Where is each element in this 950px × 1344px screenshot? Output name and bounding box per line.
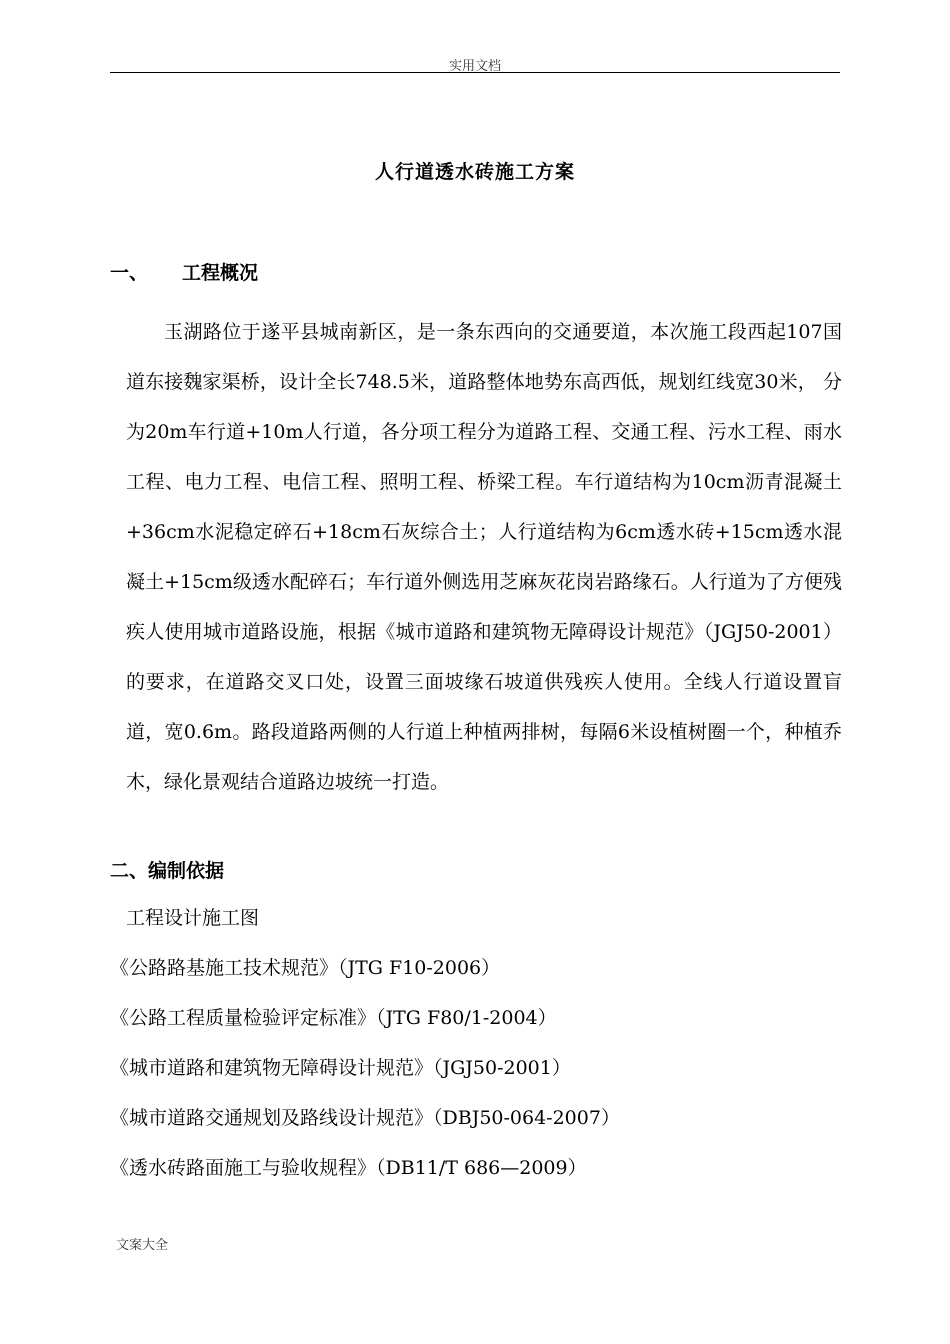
section-1-paragraph: 玉湖路位于遂平县城南新区，是一条东西向的交通要道，本次施工段西起107国道东接魏家渠桥，设计全长748.5米，道路整体地势东高西低，规划红线宽30米， 分为20m车行道+10m人行道，各分项工程分为道路工程、交通工程、污水工程、雨水工程、电力工程、电信工程、照明工程、桥梁工程。车行道结构为10cm沥青混凝土+36cm水泥稳定碎石+18cm石灰综合土；人行道结构为6cm透水砖+15cm透水混凝土+15cm级透水配碎石；车行道外侧选用芝麻灰花岗岩路缘石。人行道为了方便残疾人使用城市道路设施，根据《城市道路和建筑物无障碍设计规范》（JGJ50-2001）的要求，在道路交叉口处，设置三面坡缘石坡道供残疾人使用。全线人行道设置盲道，宽0.6m。路段道路两侧的人行道上种植两排树，每隔6米设植树圈一个，种植乔木，绿化景观结合道路边坡统一打造。 (126, 321, 842, 793)
section-2-heading: 二、编制依据 (110, 860, 225, 882)
header-rule (110, 72, 840, 73)
section-1-number: 一、 (110, 262, 149, 284)
page-header: 实用文档 (448, 59, 501, 74)
list-item: 《透水砖路面施工与验收规程》（DB11/T 686—2009） (110, 1157, 587, 1179)
list-item: 《城市道路和建筑物无障碍设计规范》（JGJ50-2001） (110, 1057, 571, 1079)
section-1-heading (110, 258, 258, 285)
list-item: 《公路工程质量检验评定标准》（JTG F80/1-2004） (110, 1007, 557, 1029)
section-1-title: 工程概况 (182, 262, 259, 284)
document-title: 人行道透水砖施工方案 (374, 161, 575, 183)
list-item: 《公路路基施工技术规范》（JTG F10-2006） (110, 957, 501, 979)
list-item: 《城市道路交通规划及路线设计规范》（DBJ50-064-2007） (110, 1107, 620, 1129)
page-footer: 文案大全 (116, 1238, 169, 1253)
list-item: 工程设计施工图 (126, 907, 260, 929)
reference-list (110, 893, 840, 1193)
